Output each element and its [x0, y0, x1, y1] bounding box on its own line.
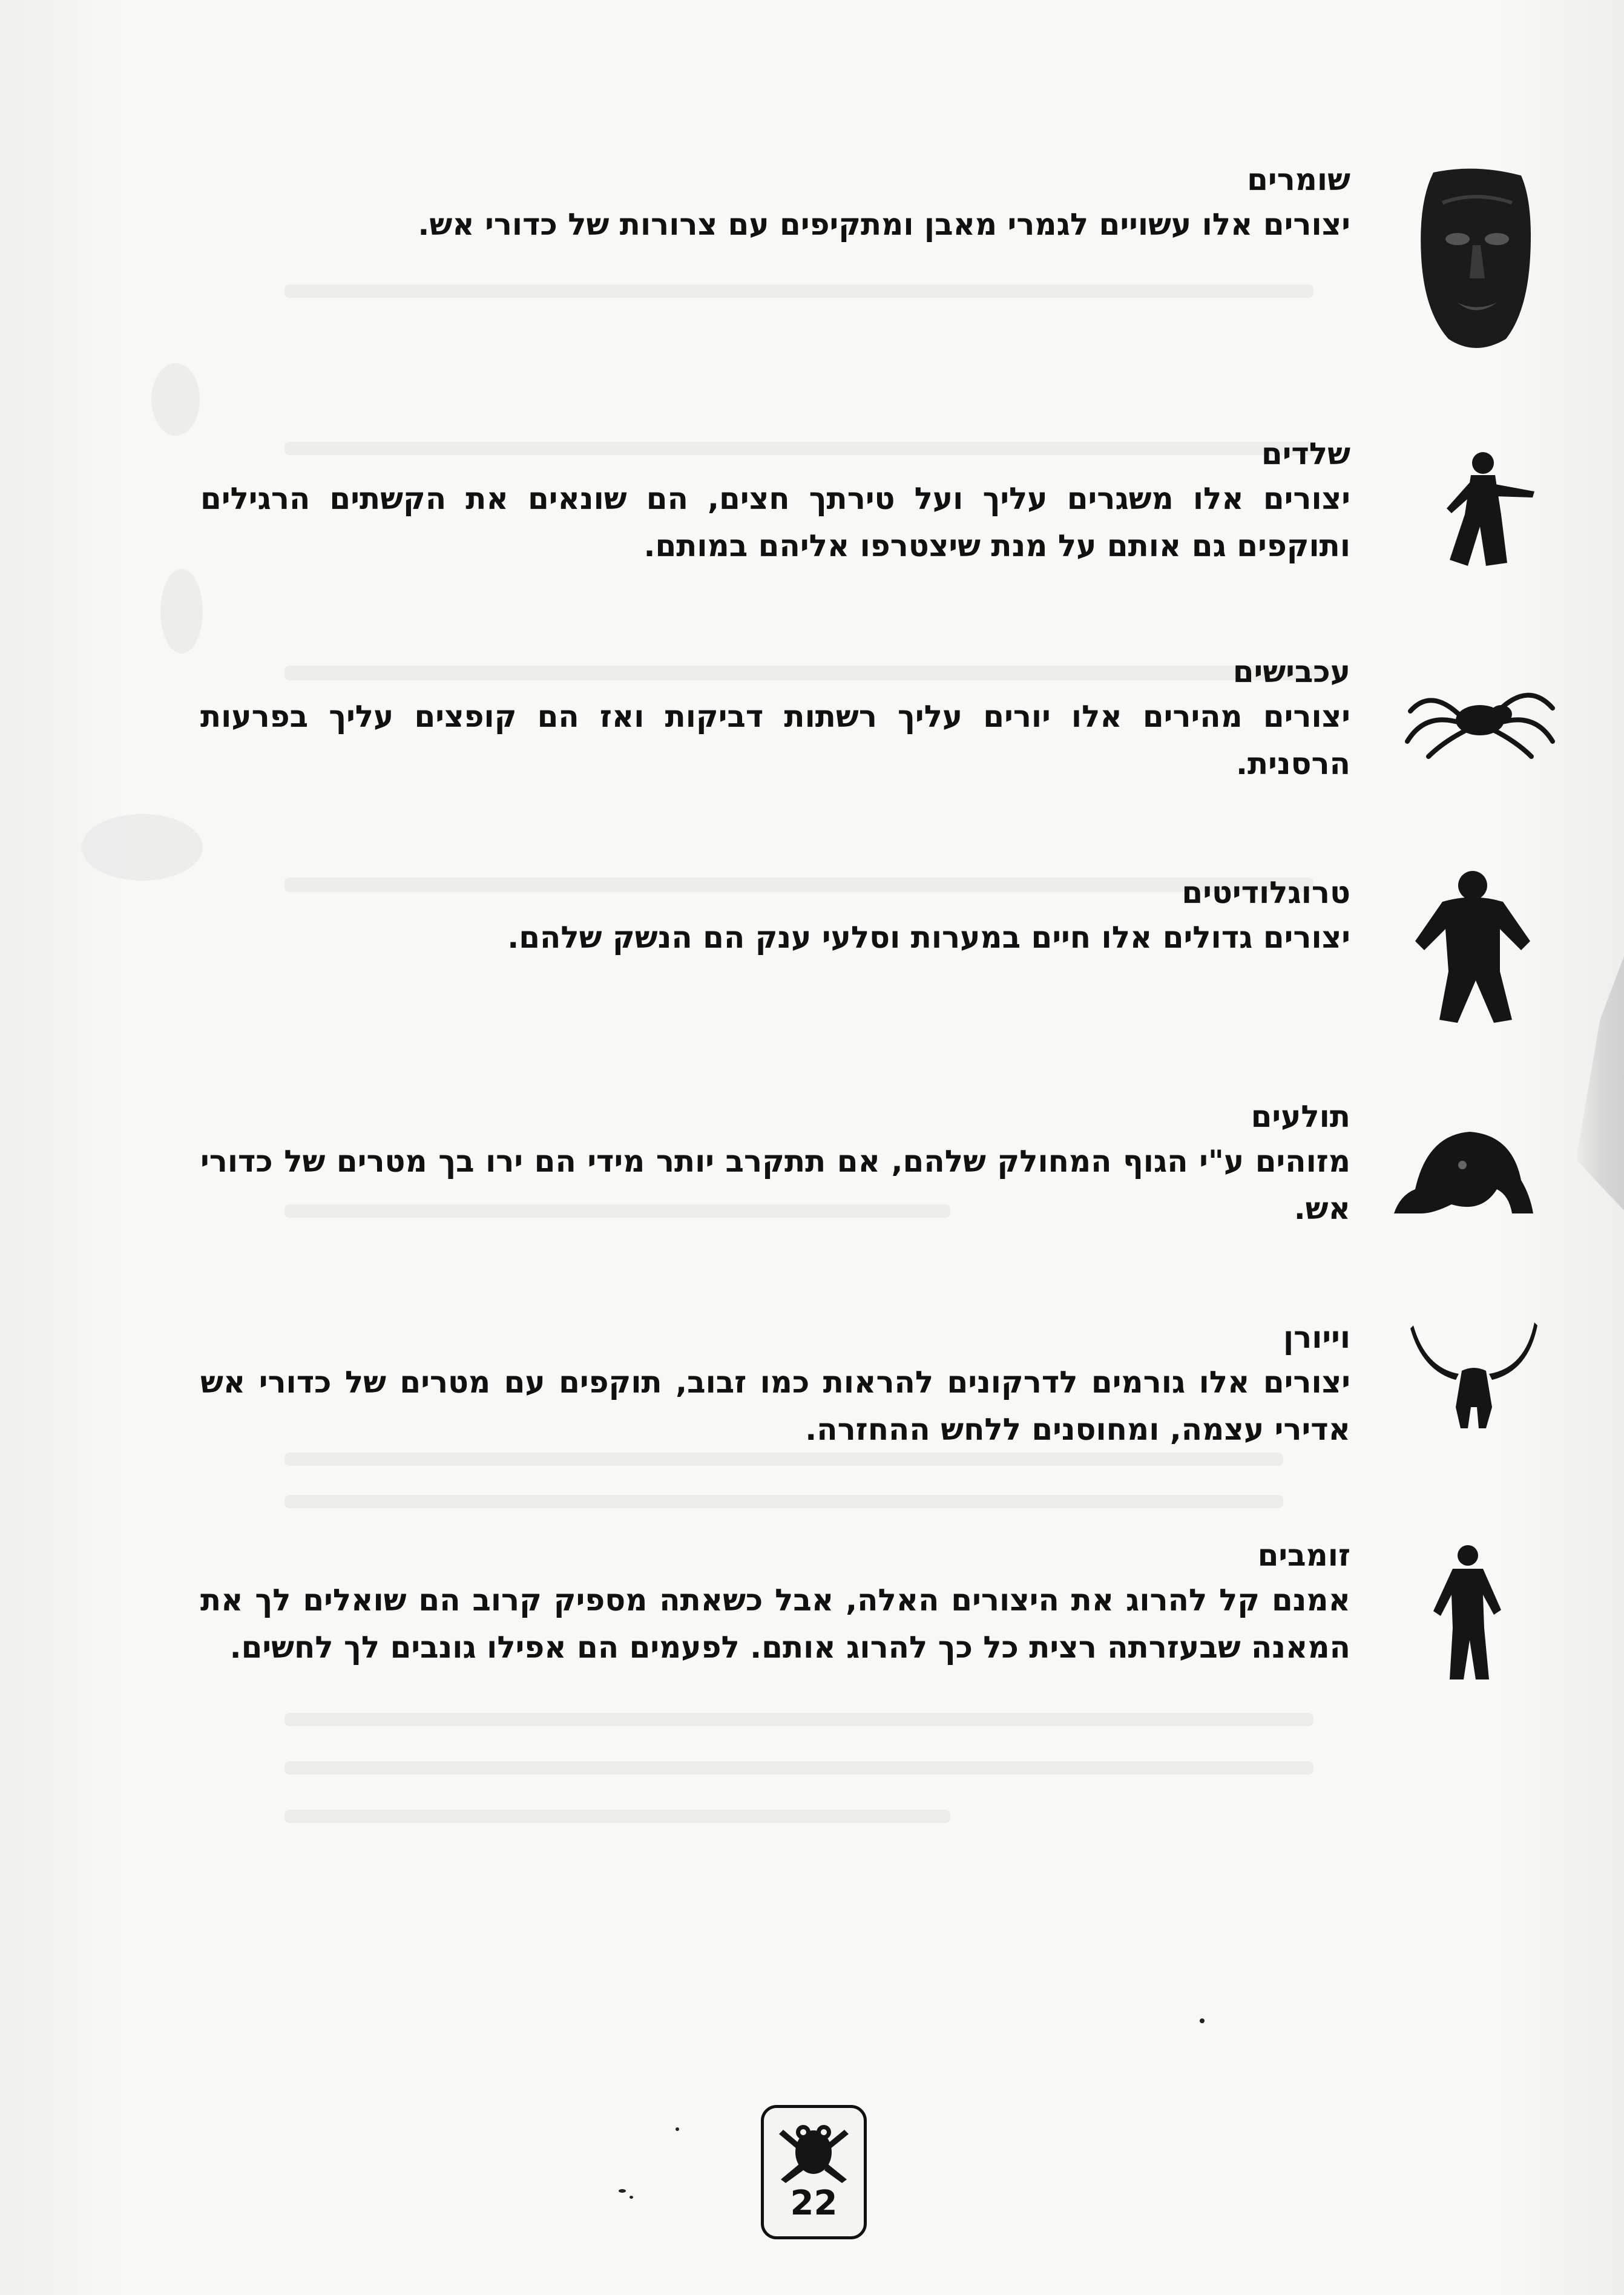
creature-title: שלדים	[1261, 436, 1350, 471]
speck	[676, 2127, 679, 2131]
stone-face-icon	[1415, 166, 1536, 354]
creature-entry	[200, 872, 1350, 961]
creature-entry	[200, 1534, 1350, 1671]
creature-description: יצורים אלו גורמים לדרקונים להראות כמו זבוב, תוקפים עם מטרים של כדורי אש אדירי עצמה, ומחוסנים ללחש ההחזרה.	[200, 1365, 1350, 1447]
frog-logo-icon	[776, 2119, 852, 2185]
creature-title: טרוגלודיטים	[1182, 875, 1350, 910]
creature-title: שומרים	[1247, 162, 1350, 197]
creature-entry	[200, 433, 1350, 570]
creature-description: יצורים גדולים אלו חיים במערות וסלעי ענק הם הנשק שלהם.	[507, 920, 1350, 955]
speck	[630, 2196, 633, 2199]
creature-description: יצורים מהירים אלו יורים עליך רשתות דביקות ואז הם קופצים עליך בפרעות הרסנית.	[200, 699, 1350, 781]
creature-title: עכבישים	[1232, 654, 1350, 689]
zombie-icon	[1422, 1543, 1513, 1683]
creature-entry	[200, 1095, 1350, 1232]
creature-title: זומבים	[1257, 1538, 1350, 1573]
creature-description: אמנם קל להרוג את היצורים האלה, אבל כשאתה מספיק קרוב הם שואלים לך את המאנה שבעזרתה רצית כל כך להרוג אותם. לפעמים הם אפילו גונבים לך לחשים.	[200, 1583, 1350, 1665]
troglodyte-icon	[1409, 868, 1536, 1026]
worm-icon	[1391, 1123, 1536, 1216]
creature-entry	[200, 1316, 1350, 1453]
creature-title: וייורן	[1283, 1320, 1350, 1355]
creature-description: יצורים אלו משגרים עליך ועל טירתך חצים, הם שונאים את הקשתים הרגילים ותוקפים גם אותם על מנת שיצטרפו אליהם במותם.	[200, 481, 1350, 563]
creature-description: מזוהים ע"י הגוף המחולק שלהם, אם תתקרב יותר מידי הם ירו בך מטרים של כדורי אש.	[200, 1144, 1350, 1226]
creature-title: תולעים	[1251, 1099, 1350, 1134]
spider-icon	[1401, 675, 1559, 760]
creature-entry	[200, 651, 1350, 787]
skeleton-archer-icon	[1422, 448, 1537, 575]
speck	[619, 2189, 626, 2193]
wyvern-icon	[1407, 1316, 1540, 1431]
speck	[1200, 2018, 1205, 2023]
creature-entry	[200, 159, 1350, 248]
creature-description: יצורים אלו עשויים לגמרי מאבן ומתקיפים עם צרורות של כדורי אש.	[418, 207, 1350, 242]
page-number-badge	[761, 2105, 867, 2239]
page-number: 22	[790, 2184, 838, 2223]
